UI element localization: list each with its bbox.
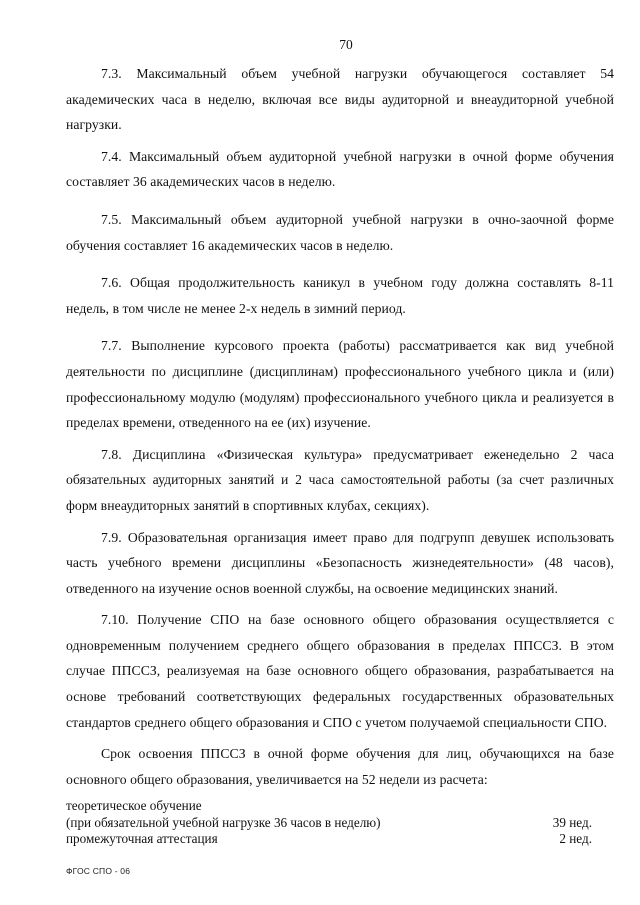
paragraph-7-7: 7.7. Выполнение курсового проекта (работы) рассматривается как вид учебной деятельности по дисциплине (дисциплинам) профессионального учебного цикла и (или) профессиональному модулю (модулям) профессионального учебного цикла и реализуется в пределах времени, отведенного на ее (их) изучение. — [66, 338, 614, 431]
paragraph-7-4: 7.4. Максимальный объем аудиторной учебной нагрузки в очной форме обучения составляет 36 академических часов в неделю. — [66, 148, 614, 190]
paragraph-7-8: 7.8. Дисциплина «Физическая культура» предусматривает еженедельно 2 часа обязательных аудиторных занятий и 2 часа самостоятельной работы (за счет различных форм внеаудиторных занятий в спортивных клубах, секциях). — [66, 446, 614, 513]
schedule-row-attestation — [66, 831, 614, 848]
paragraph-7-5: 7.5. Максимальный объем аудиторной учебной нагрузки в очно-заочной форме обучения составляет 16 академических часов в неделю. — [66, 211, 614, 253]
paragraph-7-6: 7.6. Общая продолжительность каникул в учебном году должна составлять 8-11 недель, в том числе не менее 2-х недель в зимний период. — [66, 275, 614, 316]
attestation-value: 2 нед. — [559, 831, 592, 847]
page-footer: ФГОС СПО - 06 — [66, 866, 131, 876]
paragraph-duration: Срок освоения ППССЗ в очной форме обучения для лиц, обучающихся на базе основного общего образования, увеличивается на 52 недели из расчета: — [66, 746, 614, 787]
theory-label: теоретическое обучение — [66, 798, 202, 814]
paragraph-7-3: 7.3. Максимальный объем учебной нагрузки обучающегося составляет 54 академических часа в неделю, включая все виды аудиторной и внеаудиторной учебной нагрузки. — [66, 66, 614, 133]
schedule-row-theory-heading — [66, 798, 614, 815]
schedule-row-theory — [66, 815, 614, 832]
study-schedule — [66, 798, 614, 848]
attestation-label: промежуточная аттестация — [66, 831, 218, 847]
page-number: 70 — [339, 37, 353, 52]
paragraph-7-9: 7.9. Образовательная организация имеет право для подгрупп девушек использовать часть учебного времени дисциплины «Безопасность жизнедеятельности» (48 часов), отведенного на изучение основ военной службы, на освоение медицинских знаний. — [66, 529, 614, 596]
theory-label-detail: (при обязательной учебной нагрузке 36 часов в неделю) — [66, 814, 381, 830]
theory-value: 39 нед. — [552, 814, 592, 830]
paragraph-7-10: 7.10. Получение СПО на базе основного общего образования осуществляется с одновременным получением среднего общего образования в пределах ППССЗ. В этом случае ППССЗ, реализуемая на базе основного общего образования, разрабатывается на основе требований соответствующих федеральных государственных образовательных стандартов среднего общего образования и СПО с учетом получаемой специальности СПО. — [66, 612, 614, 730]
